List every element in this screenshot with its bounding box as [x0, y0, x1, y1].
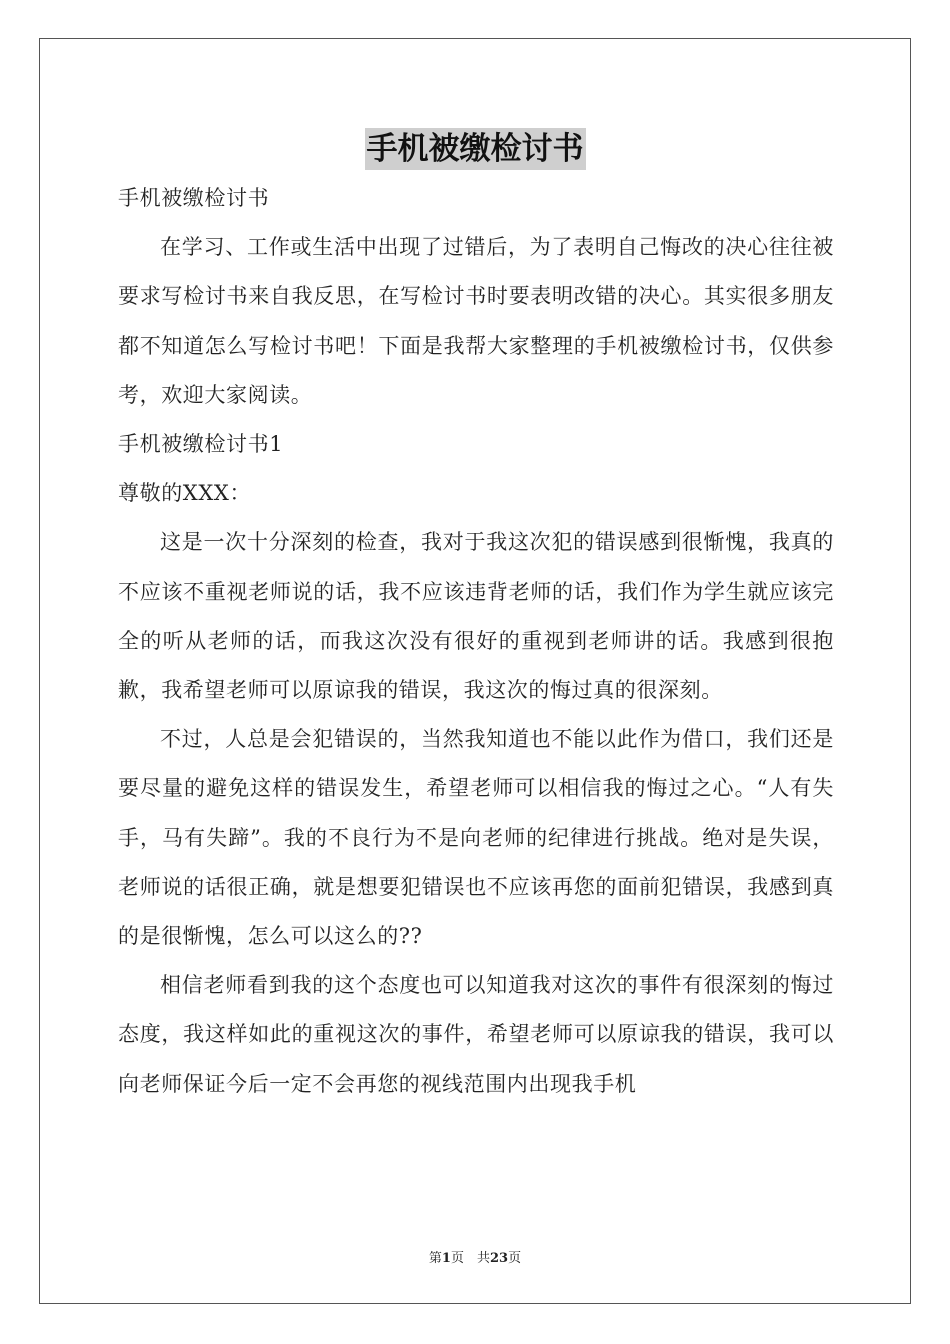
footer-page-suffix: 页 — [508, 1251, 522, 1266]
title-container — [0, 128, 950, 170]
document-subtitle: 手机被缴检讨书 — [118, 186, 270, 210]
paragraph: 尊敬的XXX： — [118, 481, 252, 506]
footer-page-mid: 页 共 — [450, 1251, 490, 1266]
document-title: 手机被缴检讨书 — [365, 128, 586, 170]
footer-page-total: 23 — [489, 1251, 509, 1266]
paragraph: 这是一次十分深刻的检查，我对于我这次犯的错误感到很惭愧，我真的不应该不重视老师说的话，我不应该违背老师的话，我们作为学生就应该完全的听从老师的话，而我这次没有很好的重视到老师讲的话。我感到很抱歉，我希望老师可以原谅我的错误，我这次的悔过真的很深刻。 — [118, 530, 834, 703]
document-body — [118, 174, 834, 1109]
paragraph: 在学习、工作或生活中出现了过错后，为了表明自己悔改的决心往往被要求写检讨书来自我反思，在写检讨书时要表明改错的决心。其实很多朋友都不知道怎么写检讨书吧！下面是我帮大家整理的手机被缴检讨书，仅供参考，欢迎大家阅读。 — [118, 235, 834, 407]
page-footer — [0, 1247, 950, 1266]
paragraph: 相信老师看到我的这个态度也可以知道我对这次的事件有很深刻的悔过态度，我这样如此的重视这次的事件，希望老师可以原谅我的错误，我可以向老师保证今后一定不会再您的视线范围内出现我手机 — [118, 973, 834, 1096]
footer-page-current: 1 — [441, 1251, 451, 1266]
paragraph: 手机被缴检讨书1 — [118, 432, 284, 457]
paragraph: 不过，人总是会犯错误的，当然我知道也不能以此作为借口，我们还是要尽量的避免这样的错误发生，希望老师可以相信我的悔过之心。“人有失手，马有失蹄”。我的不良行为不是向老师的纪律进行挑战。绝对是失误，老师说的话很正确，就是想要犯错误也不应该再您的面前犯错误，我感到真的是很惭愧，怎么可以这么的?? — [118, 727, 834, 949]
footer-page-prefix: 第 — [428, 1251, 442, 1266]
